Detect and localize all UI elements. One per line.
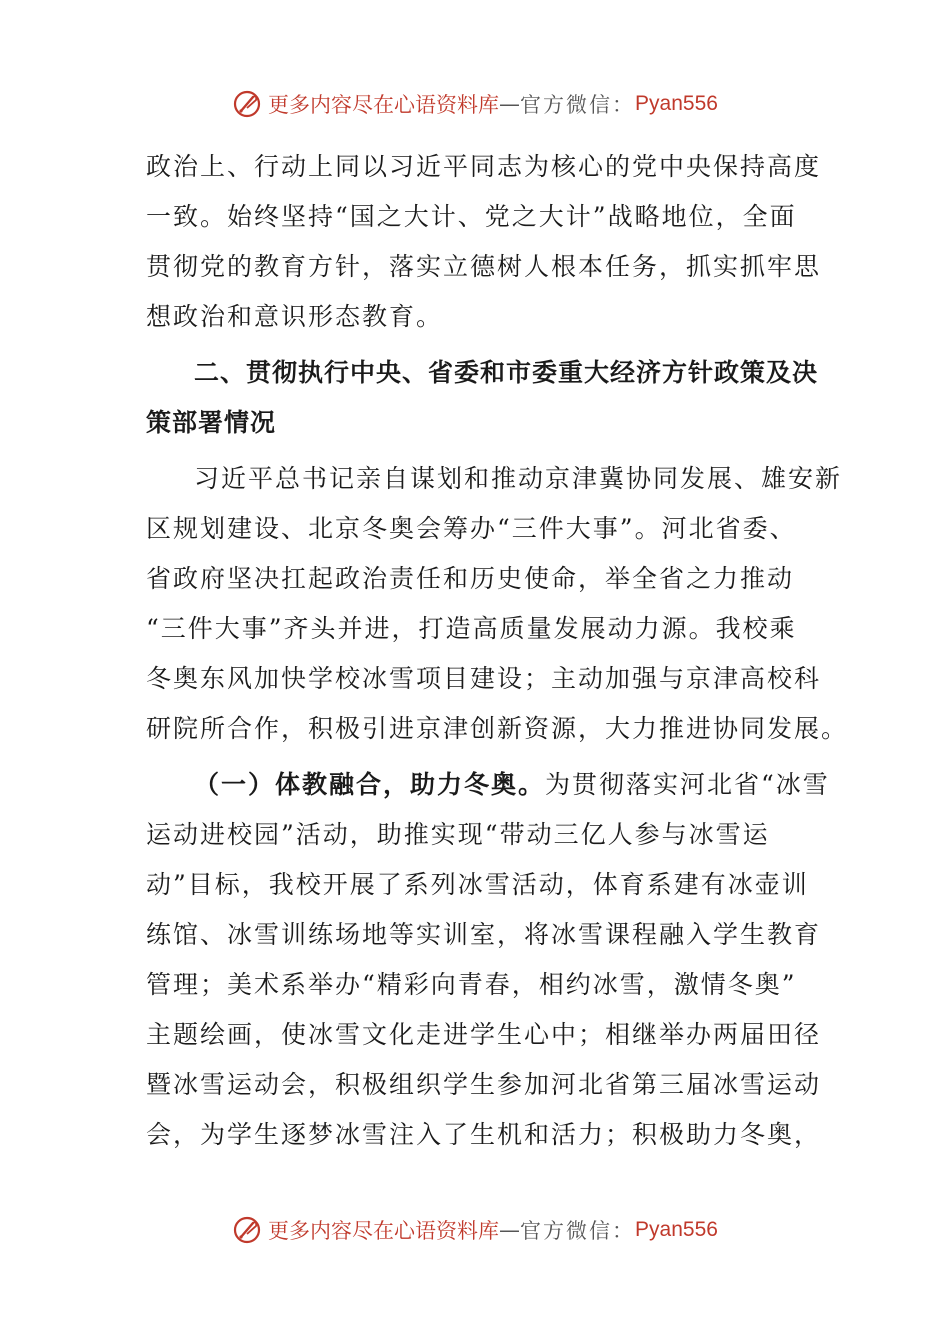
section-heading-2 <box>146 348 819 448</box>
text-line-first <box>146 760 830 810</box>
heading-line: 策部署情况 <box>146 408 277 437</box>
text-line: 运动进校园”活动，助推实现“带动三亿人参与冰雪运 <box>146 820 770 849</box>
text-span: 为贯彻落实河北省“冰雪 <box>545 770 830 799</box>
heading-line: 二、贯彻执行中央、省委和市委重大经济方针政策及决 <box>194 358 819 387</box>
banner-brand-text: 更多内容尽在心语资料库 <box>268 1219 500 1243</box>
text-line: 冬奥东风加快学校冰雪项目建设；主动加强与京津高校科 <box>146 664 822 693</box>
banner-wechat-label: 官方微信： <box>520 1219 636 1243</box>
text-line: 习近平总书记亲自谋划和推动京津冀协同发展、雄安新 <box>194 464 843 493</box>
paragraph-1 <box>146 142 822 342</box>
banner-wechat-id: Pyan556 <box>635 92 718 115</box>
text-line: 动”目标，我校开展了系列冰雪活动，体育系建有冰壶训 <box>146 870 809 899</box>
footer-banner <box>0 1210 950 1250</box>
banner-separator: — <box>499 1218 521 1242</box>
text-line: 研院所合作，积极引进京津创新资源，大力推进协同发展。 <box>146 714 849 743</box>
banner-wechat-id: Pyan556 <box>635 1218 718 1241</box>
text-line: “三件大事”齐头并进，打造高质量发展动力源。我校乘 <box>146 614 797 643</box>
banner-brand-text: 更多内容尽在心语资料库 <box>268 93 500 117</box>
text-line: 暨冰雪运动会，积极组织学生参加河北省第三届冰雪运动 <box>146 1070 822 1099</box>
banner-wechat-label: 官方微信： <box>520 93 636 117</box>
banner-separator: — <box>499 92 521 116</box>
text-line: 管理；美术系举办“精彩向青春，相约冰雪，激情冬奥” <box>146 970 797 999</box>
quill-logo-icon <box>232 89 262 119</box>
header-banner <box>0 84 950 124</box>
text-line: 政治上、行动上同以习近平同志为核心的党中央保持高度 <box>146 152 822 181</box>
subsection-lead: （一）体教融合，助力冬奥。 <box>194 770 546 799</box>
text-line: 省政府坚决扛起政治责任和历史使命，举全省之力推动 <box>146 564 795 593</box>
text-line: 一致。始终坚持“国之大计、党之大计”战略地位，全面 <box>146 202 797 231</box>
document-body <box>146 142 849 1160</box>
quill-logo-icon <box>232 1215 262 1245</box>
text-line: 会，为学生逐梦冰雪注入了生机和活力；积极助力冬奥， <box>146 1120 822 1149</box>
text-line: 贯彻党的教育方针，落实立德树人根本任务，抓实抓牢思 <box>146 252 822 281</box>
text-line: 练馆、冰雪训练场地等实训室，将冰雪课程融入学生教育 <box>146 920 822 949</box>
text-line: 区规划建设、北京冬奥会筹办“三件大事”。河北省委、 <box>146 514 797 543</box>
text-line: 主题绘画，使冰雪文化走进学生心中；相继举办两届田径 <box>146 1020 822 1049</box>
text-line: 想政治和意识形态教育。 <box>146 302 444 331</box>
paragraph-3 <box>146 760 830 1160</box>
paragraph-2 <box>146 454 849 754</box>
